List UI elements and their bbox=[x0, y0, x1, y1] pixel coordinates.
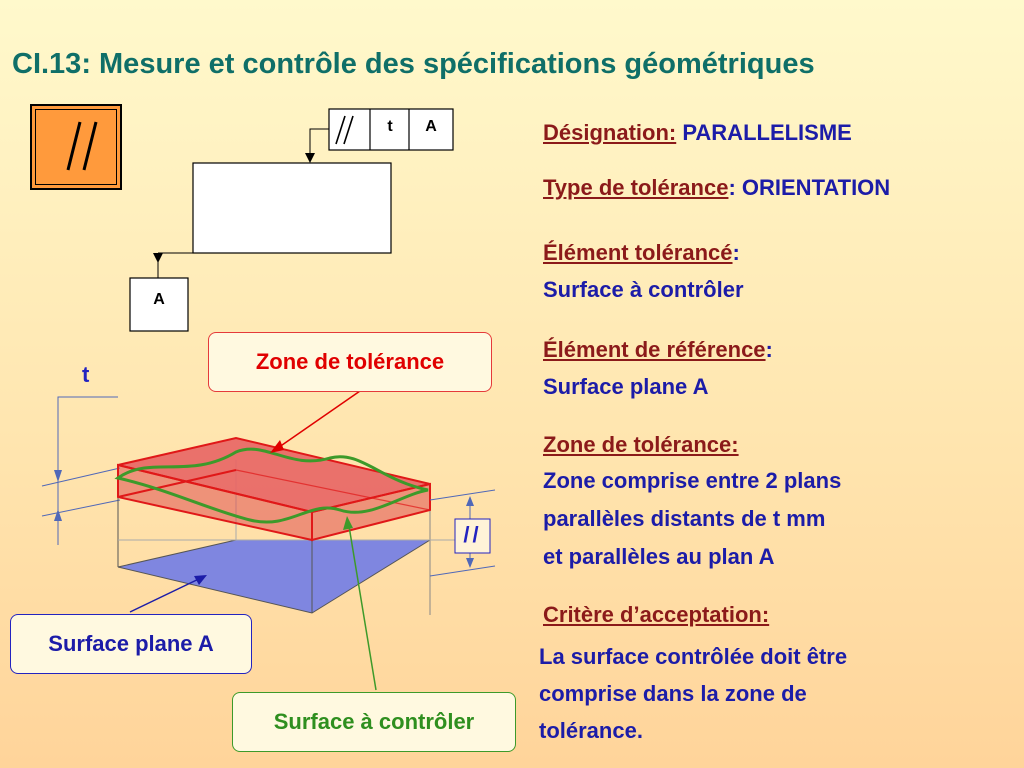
criteria-heading: Critère d’acceptation: bbox=[543, 602, 770, 627]
criteria-line: tolérance. bbox=[539, 718, 643, 743]
dim-arrow-down-icon bbox=[54, 470, 62, 482]
zone-line: Zone comprise entre 2 plans bbox=[543, 468, 842, 493]
dim-arrow-up-icon bbox=[54, 509, 62, 521]
element-separator: : bbox=[732, 240, 740, 265]
datum-triangle-icon bbox=[153, 253, 163, 263]
frame-tolerance-t: t bbox=[387, 118, 393, 135]
datum-label: A bbox=[153, 291, 165, 308]
leader-arrow-icon bbox=[305, 153, 315, 163]
plane-a-shape bbox=[118, 540, 430, 613]
reference-heading: Élément de référence bbox=[543, 337, 766, 362]
page-title: CI.13: Mesure et contrôle des spécifications géométriques bbox=[12, 48, 815, 80]
zone-heading-row bbox=[543, 426, 739, 463]
reference-heading-row bbox=[543, 331, 773, 368]
callout-tolerance-zone: Zone de tolérance bbox=[208, 332, 492, 392]
type-heading: Type de tolérance bbox=[543, 175, 729, 200]
tolerance-t-label: t bbox=[82, 362, 90, 387]
zone-line: parallèles distants de t mm bbox=[543, 506, 826, 531]
type-row bbox=[543, 169, 890, 206]
element-value: Surface à contrôler bbox=[543, 277, 744, 302]
criteria-heading-row bbox=[543, 596, 769, 633]
zone-heading: Zone de tolérance: bbox=[543, 432, 739, 457]
zone-line: et parallèles au plan A bbox=[543, 544, 775, 569]
element-heading-row bbox=[543, 234, 740, 271]
callout-plane-a: Surface plane A bbox=[10, 614, 252, 674]
frame-datum-a: A bbox=[425, 118, 437, 135]
type-separator: : bbox=[728, 175, 736, 200]
designation-row bbox=[543, 114, 852, 151]
reference-value: Surface plane A bbox=[543, 374, 709, 399]
par-arrow-down-icon bbox=[466, 558, 474, 568]
element-heading: Élément tolérancé bbox=[543, 240, 733, 265]
criteria-line: La surface contrôlée doit être bbox=[539, 644, 848, 669]
par-arrow-up-icon bbox=[466, 496, 474, 506]
reference-separator: : bbox=[765, 337, 773, 362]
criteria-line: comprise dans la zone de bbox=[539, 681, 807, 706]
type-value: ORIENTATION bbox=[741, 175, 891, 200]
callout-surface-to-control: Surface à contrôler bbox=[232, 692, 516, 752]
designation-value: PARALLELISME bbox=[682, 120, 852, 145]
designation-heading: Désignation: bbox=[543, 120, 677, 145]
parallel-label: // bbox=[463, 522, 482, 547]
part-rectangle bbox=[193, 163, 391, 253]
